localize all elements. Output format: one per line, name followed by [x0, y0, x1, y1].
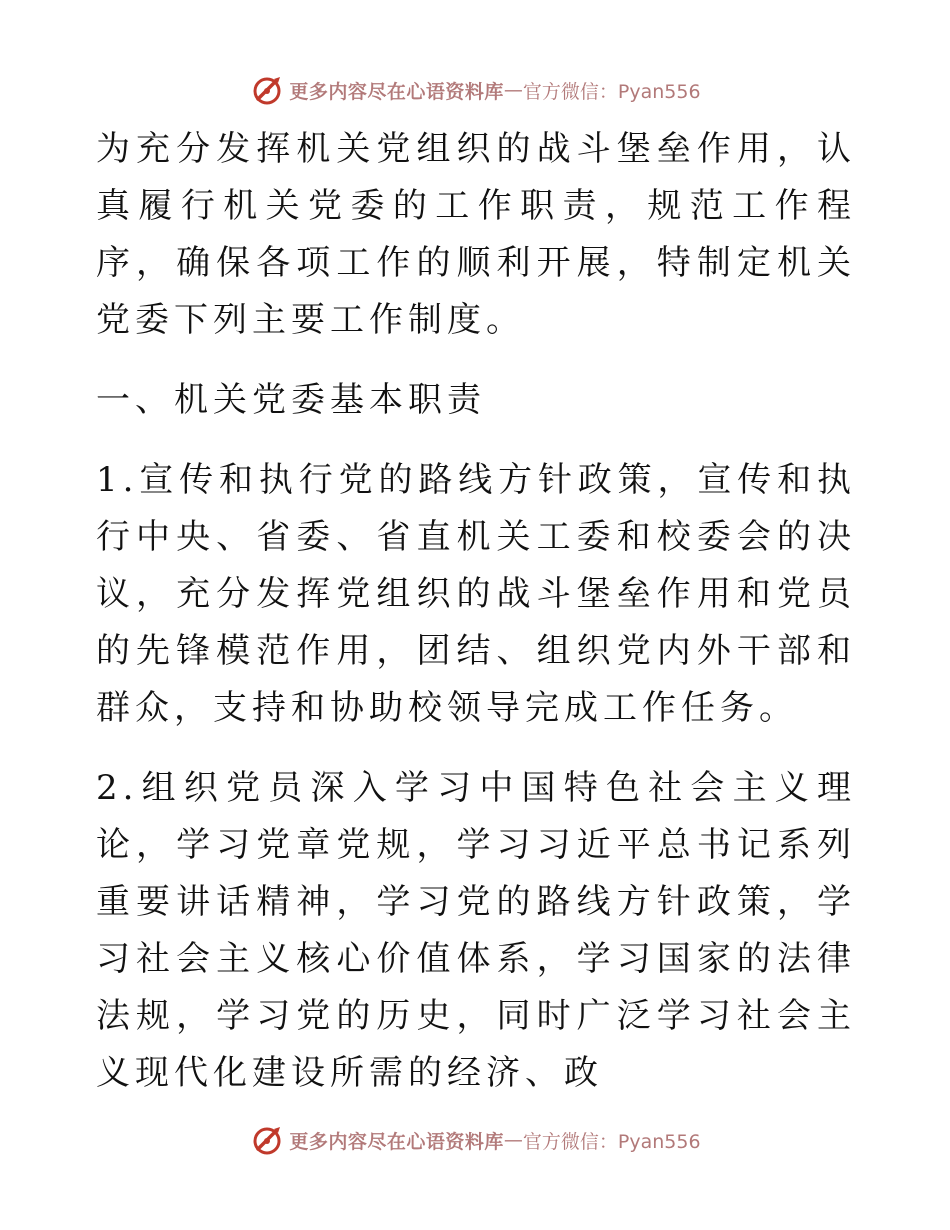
document-body	[96, 121, 856, 1102]
banner-title: 更多内容尽在心语资料库	[289, 80, 504, 103]
banner-title: 更多内容尽在心语资料库	[289, 1130, 504, 1153]
list-item: 1.宣传和执行党的路线方针政策，宣传和执行中央、省委、省直机关工委和校委会的决议，充分发挥党组织的战斗堡垒作用和党员的先锋模范作用，团结、组织党内外干部和群众，支持和协助校领导完成工作任务。	[96, 460, 856, 728]
section-heading: 一、机关党委基本职责	[96, 380, 486, 420]
pen-logo-icon	[249, 1122, 285, 1158]
banner-wechat: 官方微信：Pyan556	[522, 1130, 701, 1153]
pen-logo-icon	[249, 72, 285, 108]
list-item: 2.组织党员深入学习中国特色社会主义理论，学习党章党规，学习习近平总书记系列重要讲话精神，学习党的路线方针政策，学习社会主义核心价值体系，学习国家的法律法规，学习党的历史，同时广泛学习社会主义现代化建设所需的经济、政	[96, 768, 856, 1093]
banner-wechat: 官方微信：Pyan556	[522, 80, 701, 103]
header-banner	[0, 70, 950, 110]
banner-separator: —	[503, 79, 523, 101]
intro-paragraph: 为充分发挥机关党组织的战斗堡垒作用，认真履行机关党委的工作职责，规范工作程序，确保各项工作的顺利开展，特制定机关党委下列主要工作制度。	[96, 129, 856, 340]
banner-separator: —	[503, 1129, 523, 1151]
footer-banner	[0, 1120, 950, 1160]
